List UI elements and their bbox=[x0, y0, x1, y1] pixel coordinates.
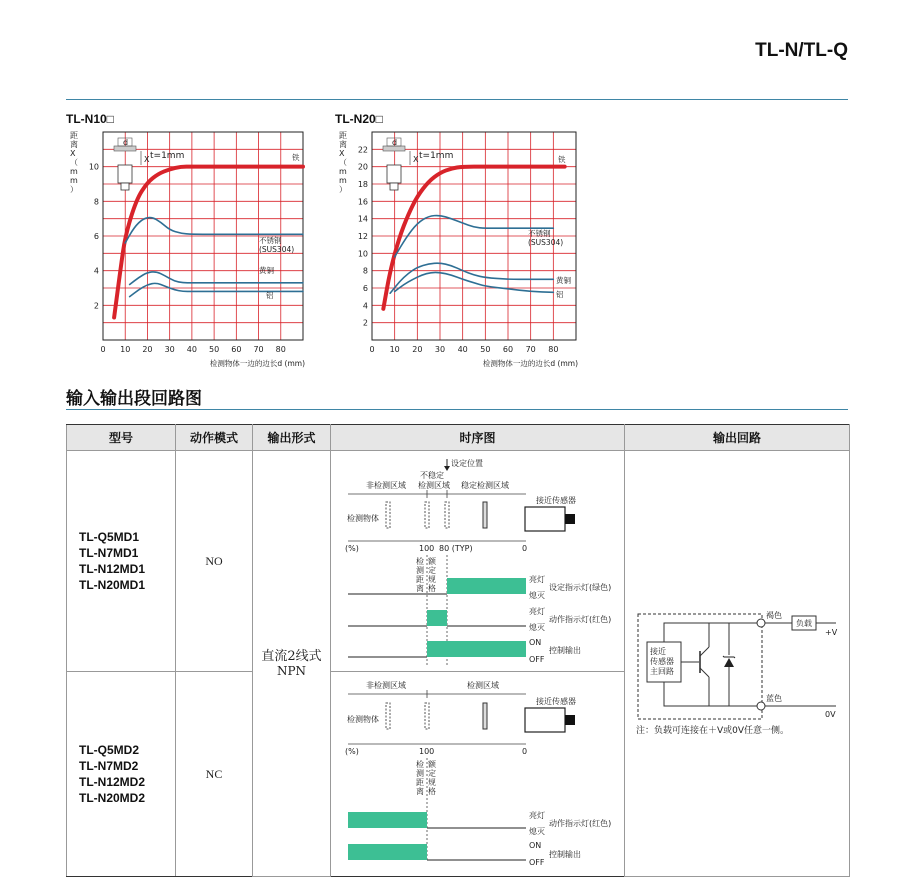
y-axis-label-char: 离 bbox=[70, 140, 78, 149]
operation-mode: NO bbox=[176, 451, 253, 672]
off-light-label: 熄灭 bbox=[529, 623, 545, 632]
pct-label: (%) bbox=[345, 544, 359, 553]
control-output-on-segment bbox=[427, 641, 526, 657]
main-circuit-label: 传感器 bbox=[650, 657, 674, 666]
series-label: (SUS304) bbox=[259, 245, 295, 254]
output-form-line1: 直流2线式 bbox=[261, 648, 322, 664]
red-led-label: 动作指示灯(红色) bbox=[549, 819, 612, 828]
sensor-head-icon bbox=[118, 165, 132, 183]
sensor-cable-icon bbox=[565, 715, 575, 725]
unstable-zone-label-2: 检测区域 bbox=[418, 481, 450, 490]
on-light-label: 亮灯 bbox=[529, 575, 545, 584]
inset-thickness-label: t=1mm bbox=[150, 151, 185, 161]
svg-text:规: 规 bbox=[428, 575, 436, 584]
x-axis-label: 检测物体一边的边长d (mm) bbox=[482, 359, 578, 368]
tick-label: 100 bbox=[419, 544, 435, 553]
terminal-brown-icon bbox=[757, 619, 765, 627]
x-axis-label: 检测物体一边的边长d (mm) bbox=[209, 359, 305, 368]
col-header-output-form: 输出形式 bbox=[253, 425, 331, 451]
object-label: 检测物体 bbox=[347, 514, 379, 523]
wire bbox=[664, 682, 709, 706]
svg-text:格: 格 bbox=[428, 787, 436, 796]
object-label: 检测物体 bbox=[347, 715, 379, 724]
transistor-icon bbox=[700, 647, 709, 656]
series-label: 不锈钢 bbox=[528, 229, 551, 238]
series-label: 黄铜 bbox=[259, 266, 274, 275]
section-rule bbox=[66, 409, 848, 410]
x-tick-label: 40 bbox=[457, 345, 468, 354]
series-label: 铝 bbox=[266, 291, 274, 300]
table-row bbox=[67, 451, 850, 672]
x-tick-label: 80 bbox=[275, 345, 286, 354]
main-circuit-label: 接近 bbox=[650, 647, 666, 656]
y-axis-label-char: 离 bbox=[339, 140, 347, 149]
col-header-timing: 时序图 bbox=[331, 425, 625, 451]
model-name: TL-N7MD1 bbox=[79, 546, 139, 560]
inset-x-label: X bbox=[144, 155, 150, 164]
series-label: 不锈钢 bbox=[259, 236, 282, 245]
io-circuit-table bbox=[66, 424, 850, 877]
x-tick-label: 50 bbox=[209, 345, 220, 354]
series-label: 铝 bbox=[556, 290, 564, 299]
page-title: TL-N/TL-Q bbox=[755, 40, 848, 61]
object-solid-icon bbox=[483, 703, 487, 729]
y-axis-label-char: 距 bbox=[339, 131, 347, 140]
rated-distance-label bbox=[416, 556, 437, 593]
y-axis-label-char: m bbox=[70, 176, 78, 185]
inset-d-label: d bbox=[123, 138, 129, 147]
col-header-model: 型号 bbox=[67, 425, 176, 451]
object-dashed-icon bbox=[386, 502, 390, 528]
sensor-head-icon bbox=[387, 165, 401, 183]
inset-x-label: X bbox=[413, 155, 419, 164]
non-detect-label: 非检测区域 bbox=[366, 481, 406, 490]
red-led-label: 动作指示灯(红色) bbox=[549, 615, 612, 624]
svg-text:规: 规 bbox=[428, 778, 436, 787]
series-label: 铁 bbox=[292, 153, 300, 162]
sensor-label: 接近传感器 bbox=[536, 496, 576, 505]
terminal-blue-icon bbox=[757, 702, 765, 710]
svg-text:额: 额 bbox=[428, 760, 436, 769]
inset-thickness-label: t=1mm bbox=[419, 151, 454, 161]
control-output-label: 控制输出 bbox=[549, 646, 581, 655]
timing-diagram-no bbox=[331, 451, 624, 671]
x-tick-label: 40 bbox=[186, 345, 197, 354]
blue-wire-label: 蓝色 bbox=[766, 694, 782, 703]
model-list bbox=[67, 672, 176, 877]
x-tick-label: 20 bbox=[412, 345, 423, 354]
svg-text:距: 距 bbox=[416, 778, 424, 787]
header-rule bbox=[66, 99, 848, 100]
svg-text:距: 距 bbox=[416, 575, 424, 584]
timing-cell-no bbox=[331, 451, 625, 672]
detect-label: 检测区域 bbox=[467, 681, 499, 690]
timing-cell-nc bbox=[331, 672, 625, 877]
x-tick-label: 60 bbox=[231, 345, 242, 354]
output-form bbox=[253, 451, 331, 877]
x-tick-label: 70 bbox=[253, 345, 264, 354]
transistor-icon bbox=[700, 668, 709, 677]
operation-mode: NC bbox=[176, 672, 253, 877]
svg-text:额: 额 bbox=[428, 557, 436, 566]
svg-text:检: 检 bbox=[416, 760, 424, 769]
red-led-on-segment bbox=[348, 812, 427, 828]
model-name: TL-Q5MD1 bbox=[79, 530, 139, 544]
on-label: ON bbox=[529, 841, 542, 850]
red-led-on-segment bbox=[427, 610, 447, 626]
off-light-label: 熄灭 bbox=[529, 591, 545, 600]
model-name: TL-Q5MD2 bbox=[79, 743, 139, 757]
timing-diagram-nc bbox=[331, 672, 624, 876]
object-dashed-icon bbox=[425, 703, 429, 729]
inset-d-label: d bbox=[392, 138, 398, 147]
x-tick-label: 10 bbox=[389, 345, 400, 354]
y-axis-label-char: m bbox=[339, 167, 347, 176]
non-detect-label: 非检测区域 bbox=[366, 681, 406, 690]
sensor-connector-icon bbox=[390, 183, 398, 190]
chart-tl-n10 bbox=[62, 122, 312, 382]
y-axis-label-char: m bbox=[70, 167, 78, 176]
model-name: TL-N12MD2 bbox=[79, 775, 146, 789]
y-tick-label: 12 bbox=[357, 232, 368, 241]
svg-text:格: 格 bbox=[428, 584, 436, 593]
svg-text:定: 定 bbox=[428, 566, 436, 575]
on-light-label: 亮灯 bbox=[529, 607, 545, 616]
on-label: ON bbox=[529, 638, 542, 647]
svg-text:测: 测 bbox=[416, 769, 424, 778]
arrow-head-icon bbox=[444, 466, 450, 471]
x-tick-label: 50 bbox=[480, 345, 491, 354]
y-axis-label-char: m bbox=[339, 176, 347, 185]
x-tick-label: 30 bbox=[434, 345, 446, 354]
y-tick-label: 22 bbox=[357, 145, 368, 155]
y-tick-label: 10 bbox=[357, 249, 368, 259]
green-led-label: 设定指示灯(绿色) bbox=[549, 583, 612, 592]
sensor-connector-icon bbox=[121, 183, 129, 190]
object-dashed-icon bbox=[425, 502, 429, 528]
y-tick-label: 14 bbox=[357, 214, 368, 224]
main-circuit-label: 主回路 bbox=[650, 667, 674, 676]
svg-text:测: 测 bbox=[416, 566, 424, 575]
y-tick-label: 20 bbox=[357, 162, 368, 172]
chart-tl-n20 bbox=[331, 122, 591, 382]
zero-v-label: 0V bbox=[825, 710, 836, 719]
y-axis-label-char: X bbox=[70, 149, 76, 158]
x-tick-label: 0 bbox=[100, 345, 106, 354]
circuit-note: 注：负载可连接在＋V或0V任意一侧。 bbox=[636, 726, 790, 736]
svg-text:定: 定 bbox=[428, 769, 436, 778]
y-tick-label: 6 bbox=[93, 232, 99, 241]
x-tick-label: 10 bbox=[120, 345, 131, 354]
chart-title-n10: TL-N10□ bbox=[66, 112, 114, 126]
brown-wire-label: 褐色 bbox=[766, 611, 782, 620]
unstable-zone-label-1: 不稳定 bbox=[420, 471, 444, 480]
section-title: 输入输出段回路图 bbox=[66, 389, 202, 409]
model-name: TL-N20MD2 bbox=[79, 791, 146, 805]
wire bbox=[664, 623, 709, 642]
x-tick-label: 60 bbox=[502, 345, 514, 354]
col-header-mode: 动作模式 bbox=[176, 425, 253, 451]
set-position-label: 设定位置 bbox=[451, 459, 483, 468]
series-label: 铁 bbox=[558, 155, 566, 164]
y-tick-label: 2 bbox=[93, 301, 99, 311]
object-dashed-icon bbox=[386, 703, 390, 729]
off-light-label: 熄灭 bbox=[529, 827, 545, 836]
stable-detect-label: 稳定检测区域 bbox=[461, 481, 509, 490]
col-header-output-circuit: 输出回路 bbox=[625, 425, 850, 451]
y-axis-label-char: ） bbox=[70, 185, 78, 194]
control-output-label: 控制输出 bbox=[549, 850, 581, 859]
on-light-label: 亮灯 bbox=[529, 811, 545, 820]
model-name: TL-N20MD1 bbox=[79, 578, 146, 592]
x-tick-label: 30 bbox=[164, 345, 175, 354]
y-tick-label: 16 bbox=[357, 197, 368, 207]
y-tick-label: 4 bbox=[93, 266, 99, 276]
object-dashed-icon bbox=[445, 502, 449, 528]
chart-title-n20: TL-N20□ bbox=[335, 112, 383, 126]
control-output-on-segment bbox=[348, 844, 427, 860]
series-label: 黄铜 bbox=[556, 276, 571, 285]
x-tick-label: 80 bbox=[548, 345, 559, 354]
object-solid-icon bbox=[483, 502, 487, 528]
model-list bbox=[67, 451, 176, 672]
tick-label: 100 bbox=[419, 747, 435, 756]
zener-diode-icon bbox=[724, 658, 734, 667]
zener-diode-icon bbox=[723, 656, 735, 658]
y-tick-label: 4 bbox=[362, 301, 368, 311]
y-tick-label: 8 bbox=[93, 197, 99, 207]
tick-label: 80 (TYP) bbox=[439, 544, 473, 553]
model-name: TL-N12MD1 bbox=[79, 562, 146, 576]
y-axis-label-char: 距 bbox=[70, 131, 78, 140]
x-tick-label: 0 bbox=[369, 345, 375, 354]
y-tick-label: 6 bbox=[362, 284, 368, 293]
output-circuit-cell bbox=[625, 451, 850, 877]
y-axis-label-char: （ bbox=[70, 158, 78, 167]
pct-label: (%) bbox=[345, 747, 359, 756]
table-header-row bbox=[67, 425, 850, 451]
proximity-sensor-icon bbox=[525, 708, 565, 732]
off-label: OFF bbox=[529, 858, 545, 867]
plus-v-label: +V bbox=[825, 628, 838, 637]
series-label: (SUS304) bbox=[528, 238, 564, 247]
x-tick-label: 70 bbox=[525, 345, 536, 354]
y-axis-label-char: ） bbox=[339, 185, 347, 194]
proximity-sensor-icon bbox=[525, 507, 565, 531]
load-label: 负载 bbox=[796, 619, 812, 628]
y-tick-label: 10 bbox=[88, 162, 99, 172]
tick-label: 0 bbox=[522, 747, 528, 756]
x-tick-label: 20 bbox=[142, 345, 153, 354]
sensor-label: 接近传感器 bbox=[536, 697, 576, 706]
sensor-cable-icon bbox=[565, 514, 575, 524]
model-name: TL-N7MD2 bbox=[79, 759, 139, 773]
y-tick-label: 2 bbox=[362, 318, 368, 328]
y-axis-label-char: X bbox=[339, 149, 345, 158]
tick-label: 0 bbox=[522, 544, 528, 553]
y-axis-label-char: （ bbox=[339, 158, 347, 167]
svg-text:离: 离 bbox=[416, 584, 424, 593]
svg-text:离: 离 bbox=[416, 787, 424, 796]
y-tick-label: 18 bbox=[357, 180, 368, 189]
off-label: OFF bbox=[529, 655, 545, 664]
output-form-line2: NPN bbox=[276, 663, 307, 678]
green-led-on-segment bbox=[447, 578, 526, 594]
svg-text:检: 检 bbox=[416, 557, 424, 566]
rated-distance-label bbox=[416, 759, 437, 796]
y-tick-label: 8 bbox=[362, 266, 368, 276]
output-circuit-diagram bbox=[625, 451, 849, 875]
